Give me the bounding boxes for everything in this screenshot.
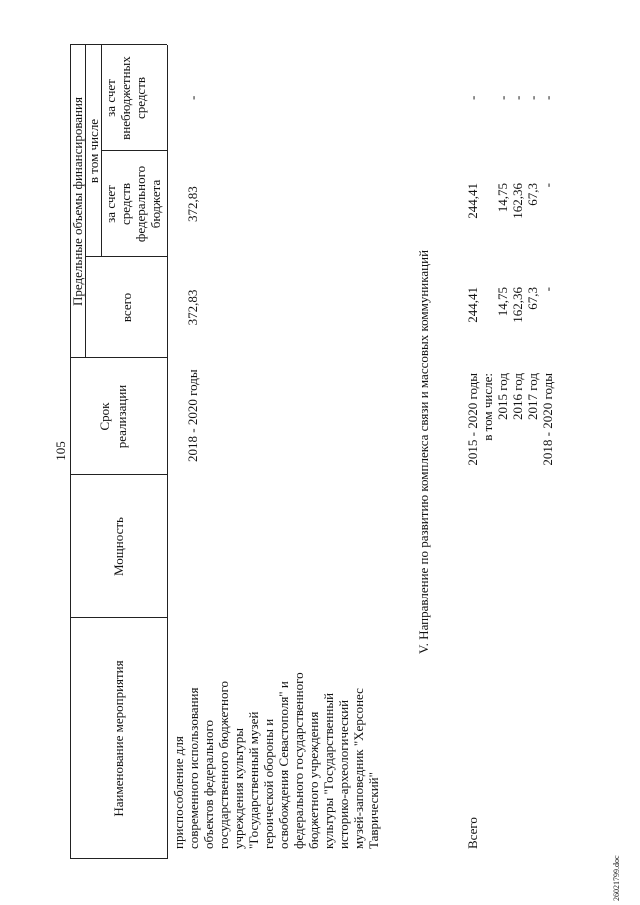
header-including: в том числе <box>86 118 101 184</box>
header-capacity: Мощность <box>111 517 126 576</box>
row2-term: 2015 год <box>495 373 510 420</box>
page-number: 105 <box>53 441 68 461</box>
row1-name-line: музей-заповедник "Херсонес <box>351 688 366 849</box>
row2-extra: - <box>465 95 480 100</box>
row2-extra: - <box>510 95 525 100</box>
row1-name-line: культуры "Государственный <box>321 692 336 849</box>
header-federal-4: бюджета <box>148 179 163 229</box>
row2-term: 2015 - 2020 годы <box>465 373 480 466</box>
row1-extra: - <box>185 95 200 100</box>
row1-name-line: федерального государственного <box>291 672 306 849</box>
row1-name-line: учреждения культуры <box>231 727 246 849</box>
row1-federal: 372,83 <box>185 186 200 222</box>
row1-name-line: приспособление для <box>171 736 186 849</box>
row2-extra: - <box>525 95 540 100</box>
row2-federal: 244,41 <box>465 183 480 219</box>
section-title: V. Направление по развитию комплекса связи и массовых коммуникаций <box>416 249 431 655</box>
row2-federal: 14,75 <box>495 183 510 213</box>
row2-total: 162,36 <box>510 287 525 323</box>
row2-total: 244,41 <box>465 287 480 323</box>
header-federal-3: федерального <box>133 165 148 243</box>
row2-total: 67,3 <box>525 287 540 310</box>
header-extra-2: внебюджетных <box>118 56 133 140</box>
row2-extra: - <box>540 95 555 100</box>
row1-name-line: объектов федерального <box>201 720 216 849</box>
header-extra-1: за счет <box>103 79 118 117</box>
row1-term: 2018 - 2020 годы <box>185 369 200 462</box>
row2-federal: - <box>540 183 555 188</box>
row1-name-line: современного использования <box>186 687 201 849</box>
row2-name: Всего <box>465 817 480 849</box>
header-funding: Предельные объемы финансирования <box>70 97 85 306</box>
header-term-1: Срок <box>97 402 112 431</box>
row1-name-line: освобождения Севастополя" и <box>276 681 291 849</box>
row2-federal: 67,3 <box>525 183 540 206</box>
row2-total: 14,75 <box>495 287 510 317</box>
header-federal-2: средств <box>118 182 133 226</box>
header-total: всего <box>119 292 134 323</box>
row1-name-line: героической обороны и <box>261 718 276 849</box>
row1-name-line: бюджетного учреждения <box>306 711 321 849</box>
header-extra-3: средств <box>133 76 148 120</box>
footer-doc-code: 26021799.doc <box>612 855 621 901</box>
row1-name-line: Таврический" <box>366 772 381 849</box>
row2-total: - <box>540 287 555 292</box>
including-header-divider <box>101 45 102 257</box>
row1-name-line: историко-археологический <box>336 699 351 849</box>
header-name: Наименование мероприятия <box>111 660 126 817</box>
row2-term: в том числе: <box>480 373 495 441</box>
header-federal-1: за счет <box>103 185 118 223</box>
row2-term: 2016 год <box>510 373 525 420</box>
row1-name-line: "Государственный музей <box>246 711 261 849</box>
row1-total: 372,83 <box>185 289 200 326</box>
header-bottom-border <box>167 45 168 859</box>
row2-term: 2017 год <box>525 373 540 420</box>
row2-term: 2018 - 2020 годы <box>540 373 555 466</box>
row1-name-line: государственного бюджетного <box>216 681 231 849</box>
row2-extra: - <box>495 95 510 100</box>
header-term-2: реализации <box>114 384 129 449</box>
row2-federal: 162,36 <box>510 183 525 219</box>
